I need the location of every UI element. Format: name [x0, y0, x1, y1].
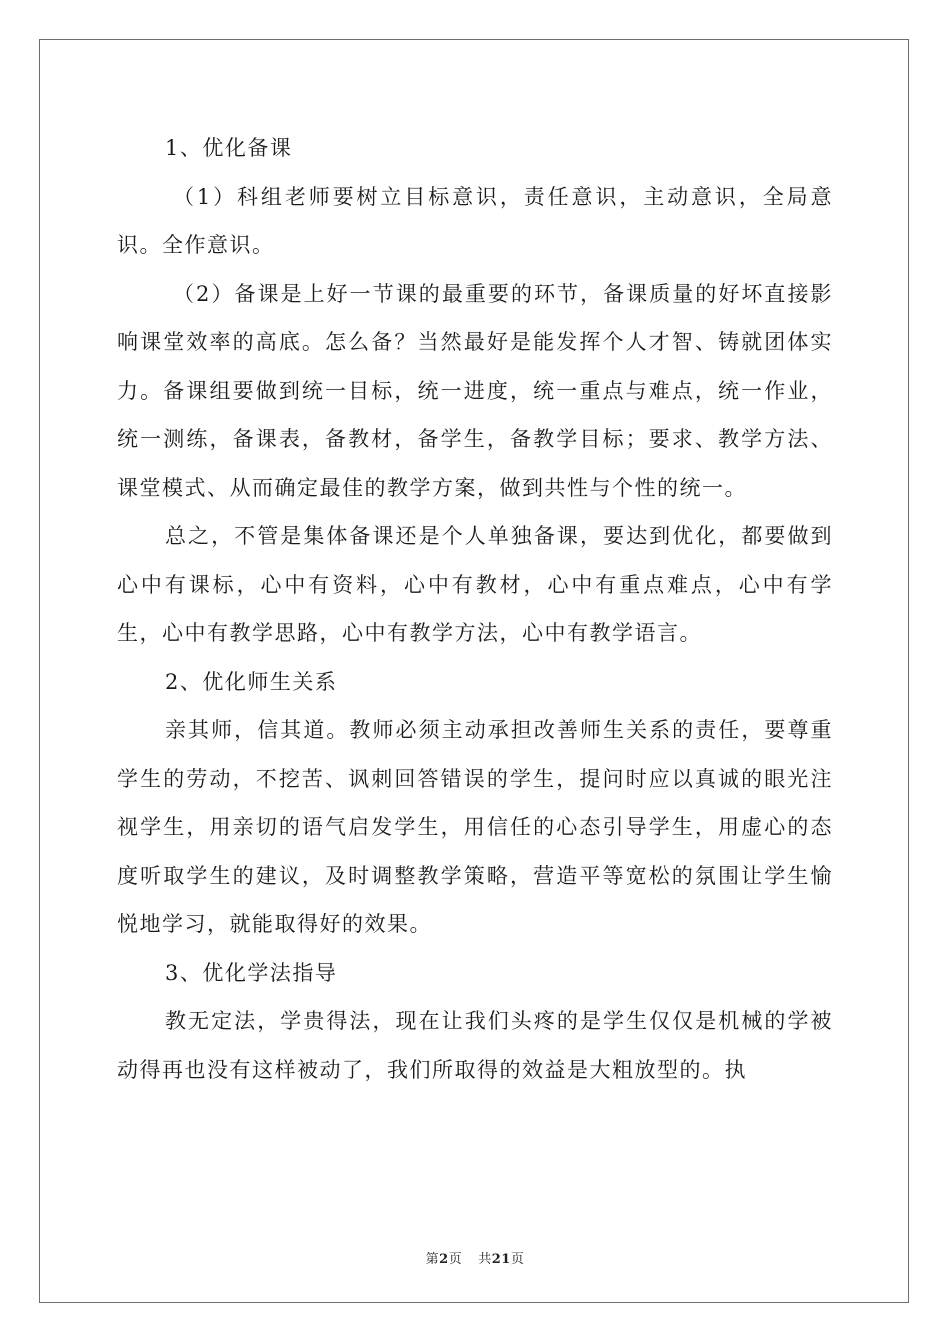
paragraph: 亲其师，信其道。教师必须主动承担改善师生关系的责任，要尊重学生的劳动，不挖苦、讽刺回答错误的学生，提问时应以真诚的眼光注视学生，用亲切的语气启发学生，用信任的心态引导学生，用虚心的态度听取学生的建议，及时调整教学策略，营造平等宽松的氛围让学生愉悦地学习，就能取得好的效果。: [117, 718, 833, 936]
total-suffix: 页: [510, 1252, 525, 1267]
page-number: 2: [439, 1252, 449, 1267]
total-pages: 21: [491, 1252, 511, 1267]
paragraph: （1）科组老师要树立目标意识，责任意识，主动意识，全局意识。全作意识。: [117, 184, 833, 257]
paragraph: 总之，不管是集体备课还是个人单独备课，要达到优化，都要做到心中有课标，心中有资料，心中有教材，心中有重点难点，心中有学生，心中有教学思路，心中有教学方法，心中有教学语言。: [117, 524, 833, 645]
total-prefix: 共: [478, 1252, 492, 1267]
page-footer: [0, 1248, 950, 1267]
paragraph: 教无定法，学贵得法，现在让我们头疼的是学生仅仅是机械的学被动得再也没有这样被动了，我们所取得的效益是大粗放型的。执: [117, 1009, 833, 1082]
section-heading-1: 1、优化备课: [165, 136, 293, 160]
paragraph: （2）备课是上好一节课的最重要的环节，备课质量的好坏直接影响课堂效率的高底。怎么备？当然最好是能发挥个人才智、铸就团体实力。备课组要做到统一目标，统一进度，统一重点与难点，统一作业，统一测练，备课表，备教材，备学生，备教学目标；要求、教学方法、课堂模式、从而确定最佳的教学方案，做到共性与个性的统一。: [117, 281, 833, 500]
section-heading-2: 2、优化师生关系: [165, 669, 338, 694]
section-heading-3: 3、优化学法指导: [165, 960, 338, 985]
document-body: [117, 124, 833, 1094]
page-prefix: 第: [425, 1252, 440, 1267]
page-suffix: 页: [448, 1252, 463, 1267]
